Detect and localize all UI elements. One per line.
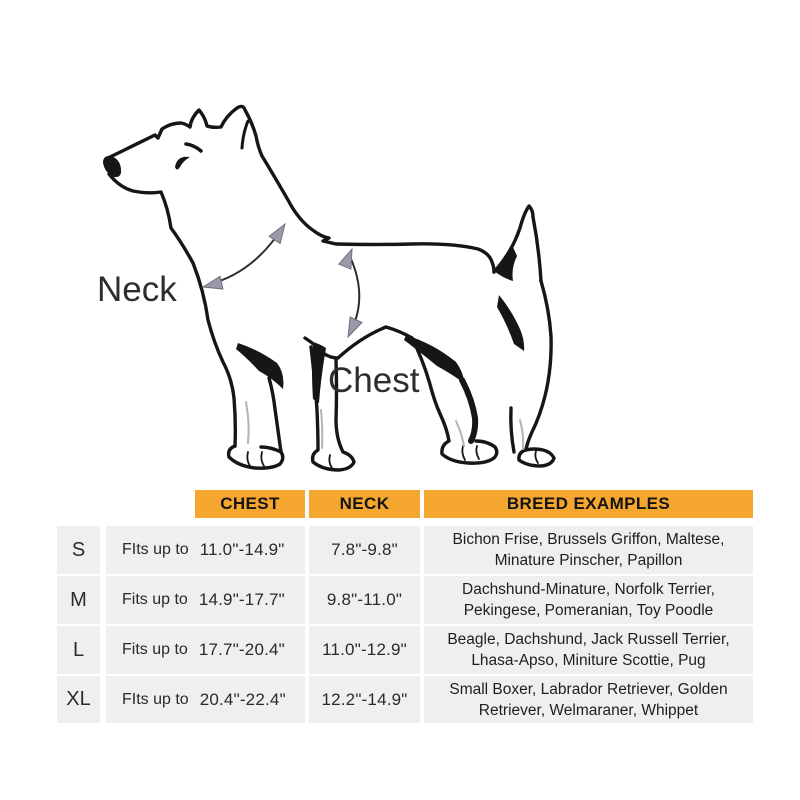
- neck-measure-arrow: [202, 220, 291, 293]
- arrowhead: [269, 220, 290, 243]
- arrowhead: [202, 276, 223, 293]
- breeds-cell-l: [424, 626, 753, 674]
- neck-cell-l: 11.0"-12.9": [309, 626, 420, 674]
- neck-label: Neck: [97, 270, 177, 309]
- header-cell-neck: NECK: [309, 490, 420, 518]
- chest-label: Chest: [328, 361, 420, 400]
- fits-label: Fits up to: [122, 641, 188, 658]
- chest-measure-arrow: [339, 247, 362, 340]
- fits-label: Fits up to: [122, 591, 188, 608]
- neck-cell-s: 7.8"-9.8": [309, 526, 420, 574]
- chest-cell-xl: [106, 676, 305, 723]
- fits-label: FIts up to: [122, 541, 189, 558]
- chest-cell-l: [106, 626, 305, 674]
- size-cell-m: M: [57, 576, 100, 624]
- breeds-line: Pekingese, Pomeranian, Toy Poodle: [463, 602, 714, 619]
- neck-cell-m: 9.8"-11.0": [309, 576, 420, 624]
- chest-cell-m: [106, 576, 305, 624]
- header-cell-chest: CHEST: [195, 490, 305, 518]
- breeds-cell-s: [424, 526, 753, 574]
- size-cell-xl: XL: [57, 676, 100, 723]
- chest-range: 17.7"-20.4": [198, 640, 285, 659]
- breeds-line: Dachshund-Minature, Norfolk Terrier,: [462, 581, 715, 598]
- breeds-line: Lhasa-Apso, Miniture Scottie, Pug: [471, 652, 706, 669]
- breeds-line: Retriever, Welmaraner, Whippet: [478, 701, 699, 719]
- chest-range: 14.9"-17.7": [198, 590, 285, 609]
- size-cell-s: S: [57, 526, 100, 574]
- breeds-cell-xl: [424, 676, 753, 723]
- chest-range: 11.0"-14.9": [199, 540, 285, 559]
- header-cell-breed-examples: BREED EXAMPLES: [424, 490, 753, 518]
- fits-label: FIts up to: [122, 690, 189, 708]
- breeds-line: Bichon Frise, Brussels Griffon, Maltese,: [452, 531, 725, 548]
- size-cell-l: L: [57, 626, 100, 674]
- chest-cell-s: [106, 526, 305, 574]
- arrowhead: [339, 247, 358, 269]
- breeds-cell-m: [424, 576, 753, 624]
- breeds-line: Minature Pinscher, Papillon: [494, 552, 683, 569]
- breeds-line: Small Boxer, Labrador Retriever, Golden: [449, 680, 728, 698]
- breeds-line: Beagle, Dachshund, Jack Russell Terrier,: [447, 631, 730, 648]
- chest-range: 20.4"-22.4": [199, 689, 286, 709]
- arrowhead: [342, 317, 362, 340]
- neck-cell-xl: 12.2"-14.9": [309, 676, 420, 723]
